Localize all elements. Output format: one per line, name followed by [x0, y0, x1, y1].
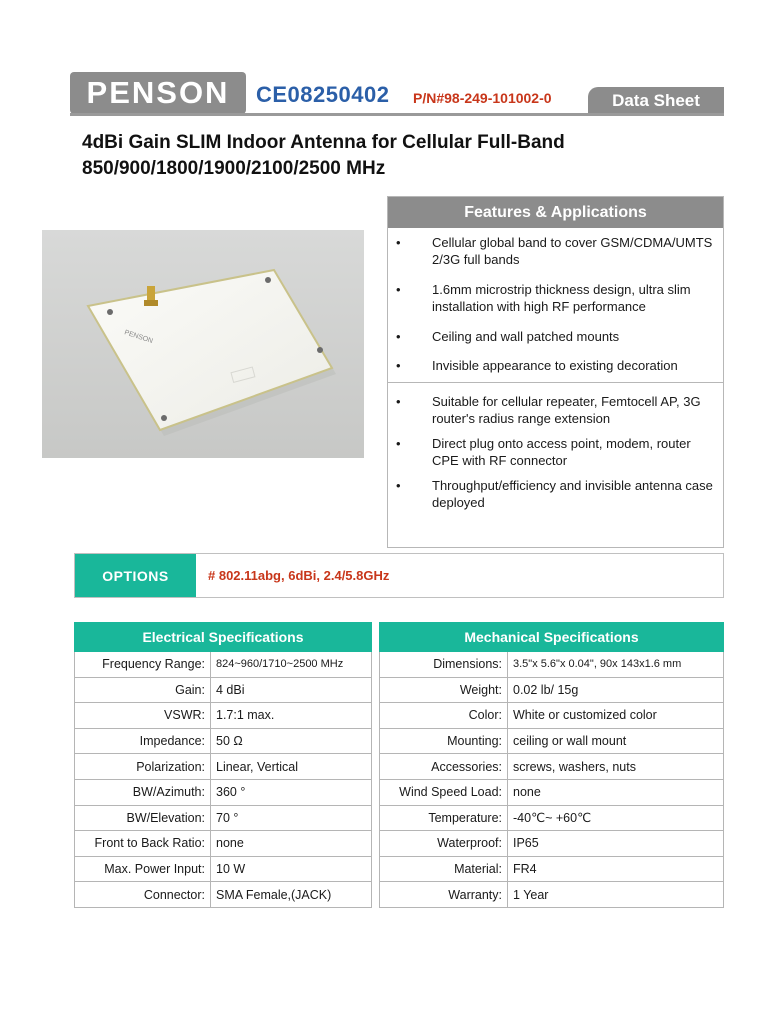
options-label: OPTIONS [75, 554, 196, 597]
features-list-group1 [388, 234, 723, 374]
header-divider [70, 113, 724, 116]
spec-label: BW/Azimuth: [75, 779, 211, 805]
table-row [380, 831, 724, 857]
table-row [380, 754, 724, 780]
spec-value: -40℃~ +60℃ [508, 805, 724, 831]
spec-label: Accessories: [380, 754, 508, 780]
spec-value: White or customized color [508, 703, 724, 729]
list-item [388, 477, 717, 511]
table-row [380, 677, 724, 703]
spec-value: 70 ° [211, 805, 372, 831]
feature-text: Ceiling and wall patched mounts [432, 329, 620, 344]
spec-value: none [211, 831, 372, 857]
spec-value: 0.02 lb/ 15g [508, 677, 724, 703]
table-row [75, 754, 372, 780]
table-row [380, 882, 724, 908]
list-item [388, 357, 717, 374]
table-row [75, 831, 372, 857]
antenna-illustration [42, 230, 364, 458]
brand-logo [70, 72, 246, 114]
table-row [75, 652, 372, 678]
options-bar [74, 553, 724, 598]
part-number: P/N#98-249-101002-0 [413, 90, 552, 106]
model-number: CE08250402 [256, 82, 390, 107]
table-row [75, 703, 372, 729]
table-row [380, 728, 724, 754]
table-row [75, 882, 372, 908]
bullet: • [396, 394, 401, 409]
table-row [75, 805, 372, 831]
bullet: • [396, 235, 401, 250]
doc-type-label: Data Sheet [612, 91, 700, 110]
spec-value: 3.5"x 5.6"x 0.04", 90x 143x1.6 mm [508, 652, 724, 678]
spec-value: none [508, 779, 724, 805]
mechanical-spec-table [379, 622, 724, 908]
spec-value: 4 dBi [211, 677, 372, 703]
spec-value: 824~960/1710~2500 MHz [211, 652, 372, 678]
table-row [380, 779, 724, 805]
spec-label: Waterproof: [380, 831, 508, 857]
spec-label: Dimensions: [380, 652, 508, 678]
list-item [388, 234, 717, 268]
features-list-group2 [388, 393, 723, 511]
electrical-heading: Electrical Specifications [75, 623, 372, 652]
table-row [380, 652, 724, 678]
spec-label: Gain: [75, 677, 211, 703]
feature-text: Invisible appearance to existing decoration [432, 358, 678, 373]
spec-value: screws, washers, nuts [508, 754, 724, 780]
product-title-line2: 850/900/1800/1900/2100/2500 MHz [82, 158, 386, 179]
table-row [75, 779, 372, 805]
table-row [380, 703, 724, 729]
electrical-spec-table [74, 622, 372, 908]
spec-label: Max. Power Input: [75, 856, 211, 882]
spec-label: Warranty: [380, 882, 508, 908]
feature-text: Throughput/efficiency and invisible antenna case deployed [432, 478, 713, 510]
board-imprint: PENSON [123, 329, 154, 346]
spec-label: Temperature: [380, 805, 508, 831]
product-title-line1: 4dBi Gain SLIM Indoor Antenna for Cellular Full-Band [82, 132, 565, 153]
features-heading: Features & Applications [388, 197, 723, 228]
list-item [388, 281, 717, 315]
features-divider [388, 382, 723, 383]
list-item [388, 393, 717, 427]
spec-label: Weight: [380, 677, 508, 703]
options-value: # 802.11abg, 6dBi, 2.4/5.8GHz [208, 568, 390, 583]
spec-value: 1 Year [508, 882, 724, 908]
spec-label: BW/Elevation: [75, 805, 211, 831]
table-row [380, 856, 724, 882]
table-row [75, 728, 372, 754]
bullet: • [396, 329, 401, 344]
list-item [388, 328, 717, 345]
spec-value: Linear, Vertical [211, 754, 372, 780]
bullet: • [396, 358, 401, 373]
spec-label: Mounting: [380, 728, 508, 754]
spec-value: SMA Female,(JACK) [211, 882, 372, 908]
spec-label: Material: [380, 856, 508, 882]
feature-text: Cellular global band to cover GSM/CDMA/UMTS 2/3G full bands [432, 235, 713, 267]
spec-value: FR4 [508, 856, 724, 882]
feature-text: 1.6mm microstrip thickness design, ultra slim installation with high RF performance [432, 282, 691, 314]
brand-name: PENSON [86, 75, 230, 110]
doc-type-tab [588, 87, 724, 115]
spec-value: 50 Ω [211, 728, 372, 754]
table-header-row [75, 623, 372, 652]
table-row [380, 805, 724, 831]
spec-label: Color: [380, 703, 508, 729]
table-row [75, 677, 372, 703]
table-row [75, 856, 372, 882]
feature-text: Suitable for cellular repeater, Femtocell AP, 3G router's radius range extension [432, 394, 701, 426]
bullet: • [396, 436, 401, 451]
feature-text: Direct plug onto access point, modem, router CPE with RF connector [432, 436, 691, 468]
table-header-row [380, 623, 724, 652]
bullet: • [396, 478, 401, 493]
list-item [388, 435, 717, 469]
spec-value: ceiling or wall mount [508, 728, 724, 754]
spec-value: 360 ° [211, 779, 372, 805]
spec-label: Wind Speed Load: [380, 779, 508, 805]
spec-label: Frequency Range: [75, 652, 211, 678]
spec-value: IP65 [508, 831, 724, 857]
mechanical-heading: Mechanical Specifications [380, 623, 724, 652]
spec-label: Impedance: [75, 728, 211, 754]
features-panel [387, 196, 724, 548]
spec-value: 10 W [211, 856, 372, 882]
spec-label: Polarization: [75, 754, 211, 780]
spec-label: Connector: [75, 882, 211, 908]
spec-value: 1.7:1 max. [211, 703, 372, 729]
spec-label: VSWR: [75, 703, 211, 729]
bullet: • [396, 282, 401, 297]
spec-label: Front to Back Ratio: [75, 831, 211, 857]
product-photo [42, 230, 364, 458]
